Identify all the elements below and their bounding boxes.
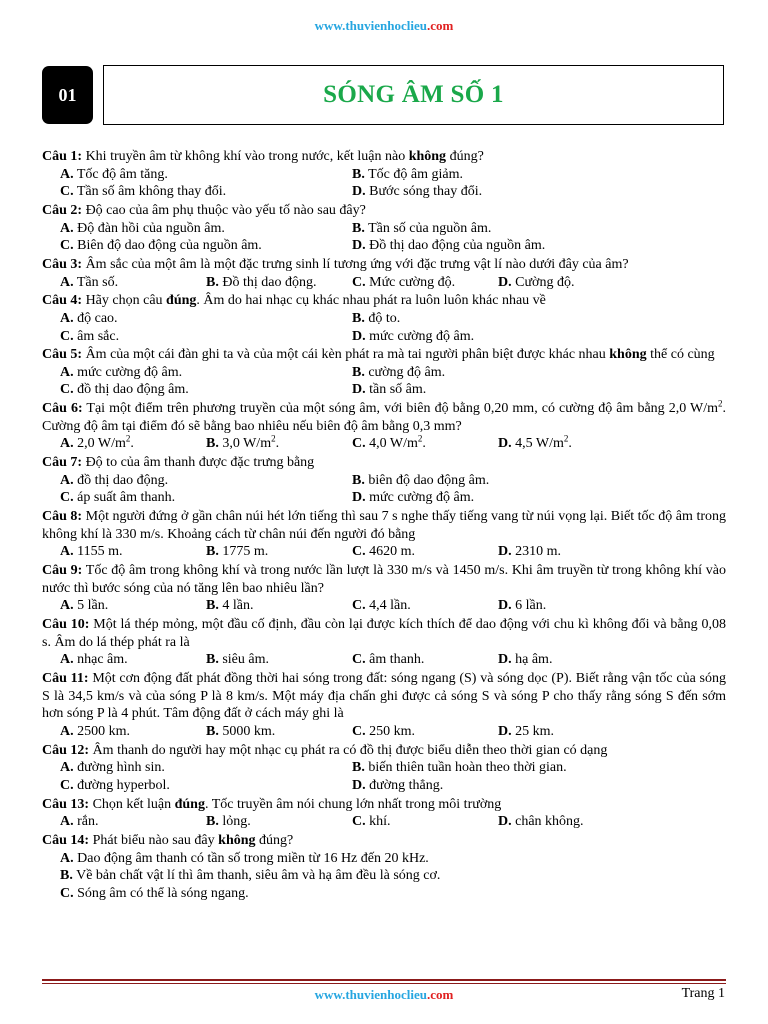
question-item <box>42 454 726 507</box>
option-text: 6 lần. <box>511 598 547 614</box>
answer-option[interactable] <box>60 472 352 490</box>
option-letter: C. <box>60 885 74 901</box>
page-number: Trang 1 <box>681 986 725 1001</box>
option-letter: B. <box>352 364 365 380</box>
superscript: 2 <box>563 433 569 444</box>
question-stem-end: đúng? <box>255 833 294 848</box>
question-item <box>42 292 726 345</box>
options-row <box>42 597 726 615</box>
option-text: 4,4 lần. <box>365 598 411 614</box>
option-text: chân không. <box>511 814 584 830</box>
options-row <box>42 850 726 868</box>
option-letter: A. <box>60 598 74 614</box>
question-list <box>42 148 726 904</box>
question-stem-end: thể có cùng <box>646 347 715 363</box>
option-text: âm sắc. <box>73 328 120 344</box>
option-letter: B. <box>352 220 365 236</box>
option-text: cường độ âm. <box>364 364 446 380</box>
answer-option[interactable] <box>60 489 352 507</box>
page-title: SÓNG ÂM SỐ 1 <box>323 81 504 108</box>
question-item <box>42 616 726 669</box>
option-text: đồ thị dao động. <box>73 472 169 488</box>
option-text: độ cao. <box>73 310 118 326</box>
option-letter: C. <box>60 777 74 793</box>
answer-option[interactable] <box>498 723 644 741</box>
question-text <box>42 148 726 166</box>
question-label: Câu 13: <box>42 796 90 812</box>
question-label: Câu 6: <box>42 401 83 417</box>
question-item <box>42 400 726 453</box>
answer-option[interactable] <box>352 183 644 201</box>
answer-option[interactable] <box>60 759 352 777</box>
question-text <box>42 616 726 651</box>
header-website-link[interactable] <box>0 18 768 34</box>
options-row <box>42 435 726 453</box>
option-letter: A. <box>60 544 74 560</box>
option-text: biên độ dao động âm. <box>364 472 490 488</box>
options-row <box>42 472 726 490</box>
answer-option[interactable] <box>60 651 206 669</box>
site-name: www.thuvienhoclieu <box>314 987 427 1002</box>
option-letter: D. <box>352 382 366 398</box>
options-row <box>42 867 726 885</box>
answer-option[interactable] <box>60 777 352 795</box>
superscript: 2 <box>718 398 723 409</box>
question-stem-end: . Âm do hai nhạc cụ khác nhau phát ra luôn luôn khác nhau về <box>196 293 546 309</box>
options-row <box>42 651 726 669</box>
options-row <box>42 237 726 255</box>
option-letter: A. <box>60 310 74 326</box>
answer-option[interactable] <box>60 543 206 561</box>
title-box <box>103 65 724 125</box>
answer-option[interactable] <box>60 885 720 903</box>
option-text: đường hyperbol. <box>73 777 170 793</box>
option-text-end: . <box>568 436 572 452</box>
answer-option[interactable] <box>60 237 352 255</box>
emphasis: đúng <box>166 293 197 309</box>
answer-option[interactable] <box>206 723 352 741</box>
option-letter: A. <box>60 850 74 866</box>
answer-option[interactable] <box>206 274 352 292</box>
option-letter: C. <box>352 814 366 830</box>
question-text <box>42 508 726 543</box>
option-letter: B. <box>352 472 365 488</box>
option-letter: C. <box>60 490 74 506</box>
question-stem: Chọn kết luận <box>89 796 175 812</box>
option-text: 5000 km. <box>218 723 276 739</box>
options-row <box>42 310 726 328</box>
option-letter: B. <box>60 868 73 884</box>
answer-option[interactable] <box>498 813 644 831</box>
option-text: 2310 m. <box>511 544 562 560</box>
option-text: áp suất âm thanh. <box>73 490 176 506</box>
question-text <box>42 562 726 597</box>
answer-option[interactable] <box>206 435 352 453</box>
answer-option[interactable] <box>498 435 644 453</box>
question-stem: Tốc độ âm trong không khí và trong nước lần lượt là 330 m/s và 1450 m/s. Khi âm truyền từ trong không khí vào nước thì bước sóng của nó tăng lên bao nhiêu lần? <box>42 563 726 596</box>
answer-option[interactable] <box>352 381 644 399</box>
answer-option[interactable] <box>352 651 498 669</box>
option-letter: D. <box>498 814 512 830</box>
option-letter: C. <box>60 184 74 200</box>
options-row <box>42 489 726 507</box>
question-label: Câu 3: <box>42 256 83 272</box>
question-label: Câu 14: <box>42 833 90 848</box>
option-text: Tốc độ âm tăng. <box>73 166 168 182</box>
option-text: mức cường độ âm. <box>365 328 475 344</box>
answer-option[interactable] <box>60 850 720 868</box>
question-label: Câu 12: <box>42 742 90 758</box>
question-stem: Độ to của âm thanh được đặc trưng bằng <box>82 455 315 471</box>
option-letter: D. <box>352 238 366 254</box>
question-stem: Một người đứng ở gần chân núi hét lớn tiếng thì sau 7 s nghe thấy tiếng vang từ núi vọng lại. Biết tốc độ âm trong không khí là 330 m/s. Khoảng cách từ chân núi đến người đó bằng <box>42 509 726 542</box>
option-letter: A. <box>60 760 74 776</box>
superscript: 2 <box>417 433 423 444</box>
option-letter: A. <box>60 220 74 236</box>
question-stem: Khi truyền âm từ không khí vào trong nước, kết luận nào <box>82 149 409 164</box>
answer-option[interactable] <box>352 166 644 184</box>
answer-option[interactable] <box>352 310 644 328</box>
section-number-badge: 01 <box>42 66 93 124</box>
option-letter: B. <box>352 760 365 776</box>
question-item <box>42 202 726 255</box>
question-text <box>42 796 726 814</box>
emphasis: không <box>218 833 256 848</box>
superscript: 2 <box>271 433 276 444</box>
option-text: 250 km. <box>365 723 416 739</box>
option-letter: A. <box>60 436 74 452</box>
option-letter: D. <box>498 652 512 668</box>
option-text: 4,0 W/m <box>365 436 418 452</box>
option-letter: D. <box>498 598 512 614</box>
option-letter: D. <box>352 328 366 344</box>
question-item <box>42 562 726 615</box>
options-row <box>42 364 726 382</box>
answer-option[interactable] <box>352 597 498 615</box>
question-text <box>42 346 726 364</box>
option-text: khí. <box>365 814 391 830</box>
question-stem-end: . Tốc truyền âm nói chung lớn nhất trong môi trường <box>204 796 502 812</box>
option-letter: A. <box>60 814 74 830</box>
site-domain: .com <box>426 18 454 33</box>
option-letter: B. <box>206 274 219 290</box>
option-text-end: . <box>422 436 426 452</box>
option-text: 2,0 W/m <box>73 436 126 452</box>
site-domain: .com <box>426 987 454 1002</box>
option-letter: A. <box>60 364 74 380</box>
option-text: đồ thị dao động âm. <box>73 382 189 398</box>
question-item <box>42 346 726 399</box>
option-letter: C. <box>352 436 366 452</box>
question-label: Câu 4: <box>42 293 83 309</box>
answer-option[interactable] <box>352 328 644 346</box>
question-stem: Hãy chọn câu <box>82 293 167 309</box>
option-text: siêu âm. <box>218 652 269 668</box>
answer-option[interactable] <box>60 310 352 328</box>
options-row <box>42 723 726 741</box>
option-text: Về bản chất vật lí thì âm thanh, siêu âm và hạ âm đều là sóng cơ. <box>72 868 441 884</box>
option-letter: C. <box>60 382 74 398</box>
superscript: 2 <box>125 433 131 444</box>
answer-option[interactable] <box>352 543 498 561</box>
options-row <box>42 328 726 346</box>
option-text: Tốc độ âm giảm. <box>364 166 463 182</box>
question-label: Câu 5: <box>42 347 83 363</box>
question-label: Câu 10: <box>42 617 90 633</box>
option-text: 3,0 W/m <box>218 436 272 452</box>
option-text: đường thẳng. <box>365 777 444 793</box>
option-text: 1775 m. <box>218 544 269 560</box>
answer-option[interactable] <box>60 435 206 453</box>
option-letter: D. <box>352 777 366 793</box>
options-row <box>42 274 726 292</box>
options-row <box>42 166 726 184</box>
question-label: Câu 8: <box>42 509 83 525</box>
answer-option[interactable] <box>60 723 206 741</box>
option-text: 1155 m. <box>73 544 123 560</box>
answer-option[interactable] <box>60 328 352 346</box>
question-stem-end: . Cường độ âm tại điểm đó sẽ bằng bao nhiêu nếu biên độ âm bằng 0,3 mm? <box>42 401 726 434</box>
option-text: Đồ thị dao động. <box>218 274 317 290</box>
option-letter: A. <box>60 472 74 488</box>
option-letter: C. <box>352 652 366 668</box>
question-item <box>42 796 726 831</box>
option-letter: B. <box>352 310 365 326</box>
answer-option[interactable] <box>498 597 644 615</box>
question-label: Câu 2: <box>42 202 83 218</box>
question-text <box>42 202 726 220</box>
options-row <box>42 381 726 399</box>
option-letter: B. <box>352 166 365 182</box>
option-letter: A. <box>60 652 74 668</box>
option-text: độ to. <box>364 310 401 326</box>
answer-option[interactable] <box>60 166 352 184</box>
options-row <box>42 813 726 831</box>
option-letter: A. <box>60 723 74 739</box>
answer-option[interactable] <box>206 813 352 831</box>
option-letter: B. <box>206 436 219 452</box>
option-letter: B. <box>206 814 219 830</box>
answer-option[interactable] <box>352 472 644 490</box>
option-text: 4620 m. <box>365 544 416 560</box>
option-letter: C. <box>60 238 74 254</box>
question-stem-end: đúng? <box>446 149 484 164</box>
answer-option[interactable] <box>60 867 720 885</box>
option-text: Tần số âm không thay đổi. <box>73 184 227 200</box>
question-text <box>42 256 726 274</box>
option-text-end: . <box>275 436 280 452</box>
option-letter: B. <box>206 723 219 739</box>
question-item <box>42 742 726 795</box>
question-stem: Một lá thép mỏng, một đầu cố định, đầu còn lại được kích thích để dao động với chu kì không đổi và bằng 0,08 s. Âm do lá thép phát ra là <box>42 617 726 650</box>
answer-option[interactable] <box>206 543 352 561</box>
option-text: 2500 km. <box>73 723 131 739</box>
option-letter: D. <box>498 436 512 452</box>
answer-option[interactable] <box>206 651 352 669</box>
emphasis: không <box>408 149 447 164</box>
question-label: Câu 7: <box>42 455 83 471</box>
option-letter: C. <box>352 544 366 560</box>
option-text: 5 lần. <box>73 598 109 614</box>
answer-option[interactable] <box>352 813 498 831</box>
answer-option[interactable] <box>60 813 206 831</box>
question-stem: Một cơn động đất phát đồng thời hai sóng trong đất: sóng ngang (S) và sóng dọc (P). Biết rằng vận tốc của sóng S là 34,5 km/s và của sóng P là 8 km/s. Một máy địa chấn ghi được cả sóng S và sóng P cho thấy rằng sóng S đến sớm hơn sóng P là 4 phút. Tâm động đất ở cách máy ghi là <box>42 671 726 722</box>
answer-option[interactable] <box>60 364 352 382</box>
options-row <box>42 220 726 238</box>
question-text <box>42 454 726 472</box>
option-letter: D. <box>352 184 366 200</box>
option-text: Dao động âm thanh có tần số trong miền từ 16 Hz đến 20 kHz. <box>73 850 429 866</box>
answer-option[interactable] <box>498 543 644 561</box>
answer-option[interactable] <box>60 274 206 292</box>
option-letter: C. <box>352 598 366 614</box>
question-stem: Tại một điểm trên phương truyền của một sóng âm, với biên độ bằng 0,20 mm, có cường độ âm bằng 2,0 W/m <box>82 401 718 417</box>
option-text-end: . <box>130 436 134 452</box>
question-stem: Âm của một cái đàn ghi ta và của một cái kèn phát ra mà tai người phân biệt được khác nhau <box>82 347 610 363</box>
options-row <box>42 759 726 777</box>
option-text: lỏng. <box>218 814 251 830</box>
option-text: Biên độ dao động của nguồn âm. <box>73 238 262 254</box>
option-text: nhạc âm. <box>73 652 128 668</box>
option-text: âm thanh. <box>365 652 425 668</box>
option-text: tần số âm. <box>365 382 427 398</box>
option-text: mức cường độ âm. <box>365 490 475 506</box>
question-text <box>42 670 726 723</box>
option-letter: B. <box>206 652 219 668</box>
footer-rule-thin <box>42 983 726 984</box>
question-label: Câu 11: <box>42 671 89 687</box>
question-label: Câu 1: <box>42 149 83 164</box>
answer-option[interactable] <box>352 364 644 382</box>
footer-website-link[interactable] <box>0 987 768 1003</box>
answer-option[interactable] <box>206 597 352 615</box>
option-text: Độ đàn hồi của nguồn âm. <box>73 220 225 236</box>
footer-rule <box>42 979 726 981</box>
question-stem: Âm sắc của một âm là một đặc trưng sinh lí tương ứng với đặc trưng vật lí nào dưới đây của âm? <box>82 256 629 272</box>
emphasis: đúng <box>174 796 205 812</box>
answer-option[interactable] <box>60 220 352 238</box>
option-letter: B. <box>206 544 219 560</box>
question-text <box>42 292 726 310</box>
options-row <box>42 183 726 201</box>
option-text: rắn. <box>73 814 99 830</box>
answer-option[interactable] <box>352 274 498 292</box>
option-letter: C. <box>352 723 366 739</box>
answer-option[interactable] <box>60 183 352 201</box>
option-letter: D. <box>498 723 512 739</box>
answer-option[interactable] <box>352 237 644 255</box>
option-text: mức cường độ âm. <box>73 364 183 380</box>
question-stem: Độ cao của âm phụ thuộc vào yếu tố nào sau đây? <box>82 202 366 218</box>
option-text: Đồ thị dao động của nguồn âm. <box>365 238 546 254</box>
option-letter: A. <box>60 166 74 182</box>
question-label: Câu 9: <box>42 563 83 579</box>
options-row <box>42 777 726 795</box>
option-text: 25 km. <box>511 723 555 739</box>
option-text: Tần số. <box>73 274 119 290</box>
answer-option[interactable] <box>352 777 644 795</box>
option-text: biến thiên tuần hoàn theo thời gian. <box>364 760 567 776</box>
option-text: hạ âm. <box>511 652 553 668</box>
answer-option[interactable] <box>352 435 498 453</box>
option-text: Mức cường độ. <box>365 274 456 290</box>
question-item <box>42 508 726 561</box>
answer-option[interactable] <box>60 381 352 399</box>
answer-option[interactable] <box>60 597 206 615</box>
options-row <box>42 885 726 903</box>
answer-option[interactable] <box>498 651 644 669</box>
option-text: Cường độ. <box>511 274 575 290</box>
question-text <box>42 832 726 850</box>
question-item <box>42 256 726 291</box>
question-text <box>42 400 726 435</box>
question-stem: Phát biểu nào sau đây <box>89 833 219 848</box>
option-letter: D. <box>498 274 512 290</box>
option-letter: D. <box>352 490 366 506</box>
option-letter: C. <box>352 274 366 290</box>
option-letter: C. <box>60 328 74 344</box>
option-letter: B. <box>206 598 219 614</box>
answer-option[interactable] <box>352 759 644 777</box>
option-text: Tần số của nguồn âm. <box>364 220 492 236</box>
option-text: Sóng âm có thể là sóng ngang. <box>73 885 249 901</box>
question-stem: Âm thanh do người hay một nhạc cụ phát ra có đồ thị được biểu diễn theo thời gian có dạng <box>89 742 608 758</box>
question-item <box>42 670 726 740</box>
emphasis: không <box>609 347 647 363</box>
answer-option[interactable] <box>498 274 644 292</box>
options-row <box>42 543 726 561</box>
option-text: Bước sóng thay đổi. <box>365 184 483 200</box>
site-name: www.thuvienhoclieu <box>314 18 427 33</box>
question-item <box>42 832 726 902</box>
answer-option[interactable] <box>352 723 498 741</box>
question-text <box>42 742 726 760</box>
option-text: 4 lần. <box>218 598 254 614</box>
option-letter: A. <box>60 274 74 290</box>
option-text: đường hình sin. <box>73 760 165 776</box>
answer-option[interactable] <box>352 220 644 238</box>
question-item <box>42 148 726 201</box>
answer-option[interactable] <box>352 489 644 507</box>
option-letter: D. <box>498 544 512 560</box>
option-text: 4,5 W/m <box>511 436 564 452</box>
